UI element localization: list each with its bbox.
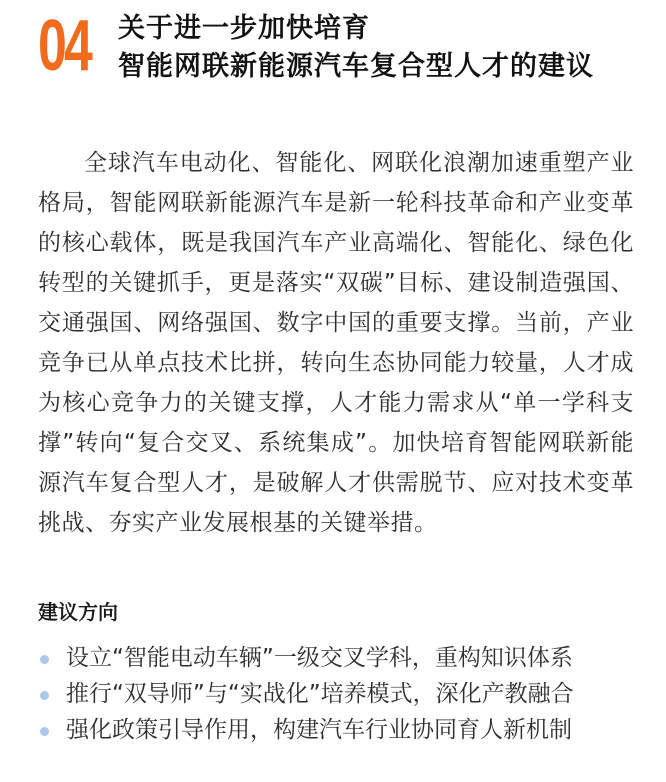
suggestion-item — [38, 640, 638, 676]
suggestion-item — [38, 712, 638, 748]
suggestion-text: 设立“智能电动车辆”一级交叉学科，重构知识体系 — [66, 645, 573, 671]
suggestion-text: 强化政策引导作用，构建汽车行业协同育人新机制 — [66, 717, 572, 743]
title-line-2: 智能网联新能源汽车复合型人才的建议 — [118, 51, 594, 82]
suggestion-text: 推行“双导师”与“实战化”培养模式，深化产教融合 — [66, 681, 574, 707]
suggestion-item — [38, 676, 638, 712]
article-header — [38, 6, 648, 86]
article-title — [118, 10, 658, 86]
section-number: 04 — [38, 6, 90, 86]
bullet-dot-icon — [40, 655, 49, 664]
bullet-dot-icon — [40, 727, 49, 736]
suggestions-heading: 建议方向 — [38, 600, 118, 624]
body-paragraph: 全球汽车电动化、智能化、网联化浪潮加速重塑产业格局，智能网联新能源汽车是新一轮科技革命和产业变革的核心载体，既是我国汽车产业高端化、智能化、绿色化转型的关键抓手，更是落实“双碳”目标、建设制造强国、交通强国、网络强国、数字中国的重要支撑。当前，产业竞争已从单点技术比拼，转向生态协同能力较量，人才成为核心竞争力的关键支撑，人才能力需求从“单一学科支撑”转向“复合交叉、系统集成”。加快培育智能网联新能源汽车复合型人才，是破解人才供需脱节、应对技术变革挑战、夯实产业发展根基的关键举措。 — [38, 150, 634, 536]
title-line-1: 关于进一步加快培育 — [118, 13, 370, 44]
bullet-dot-icon — [40, 691, 49, 700]
suggestion-list — [38, 640, 638, 748]
